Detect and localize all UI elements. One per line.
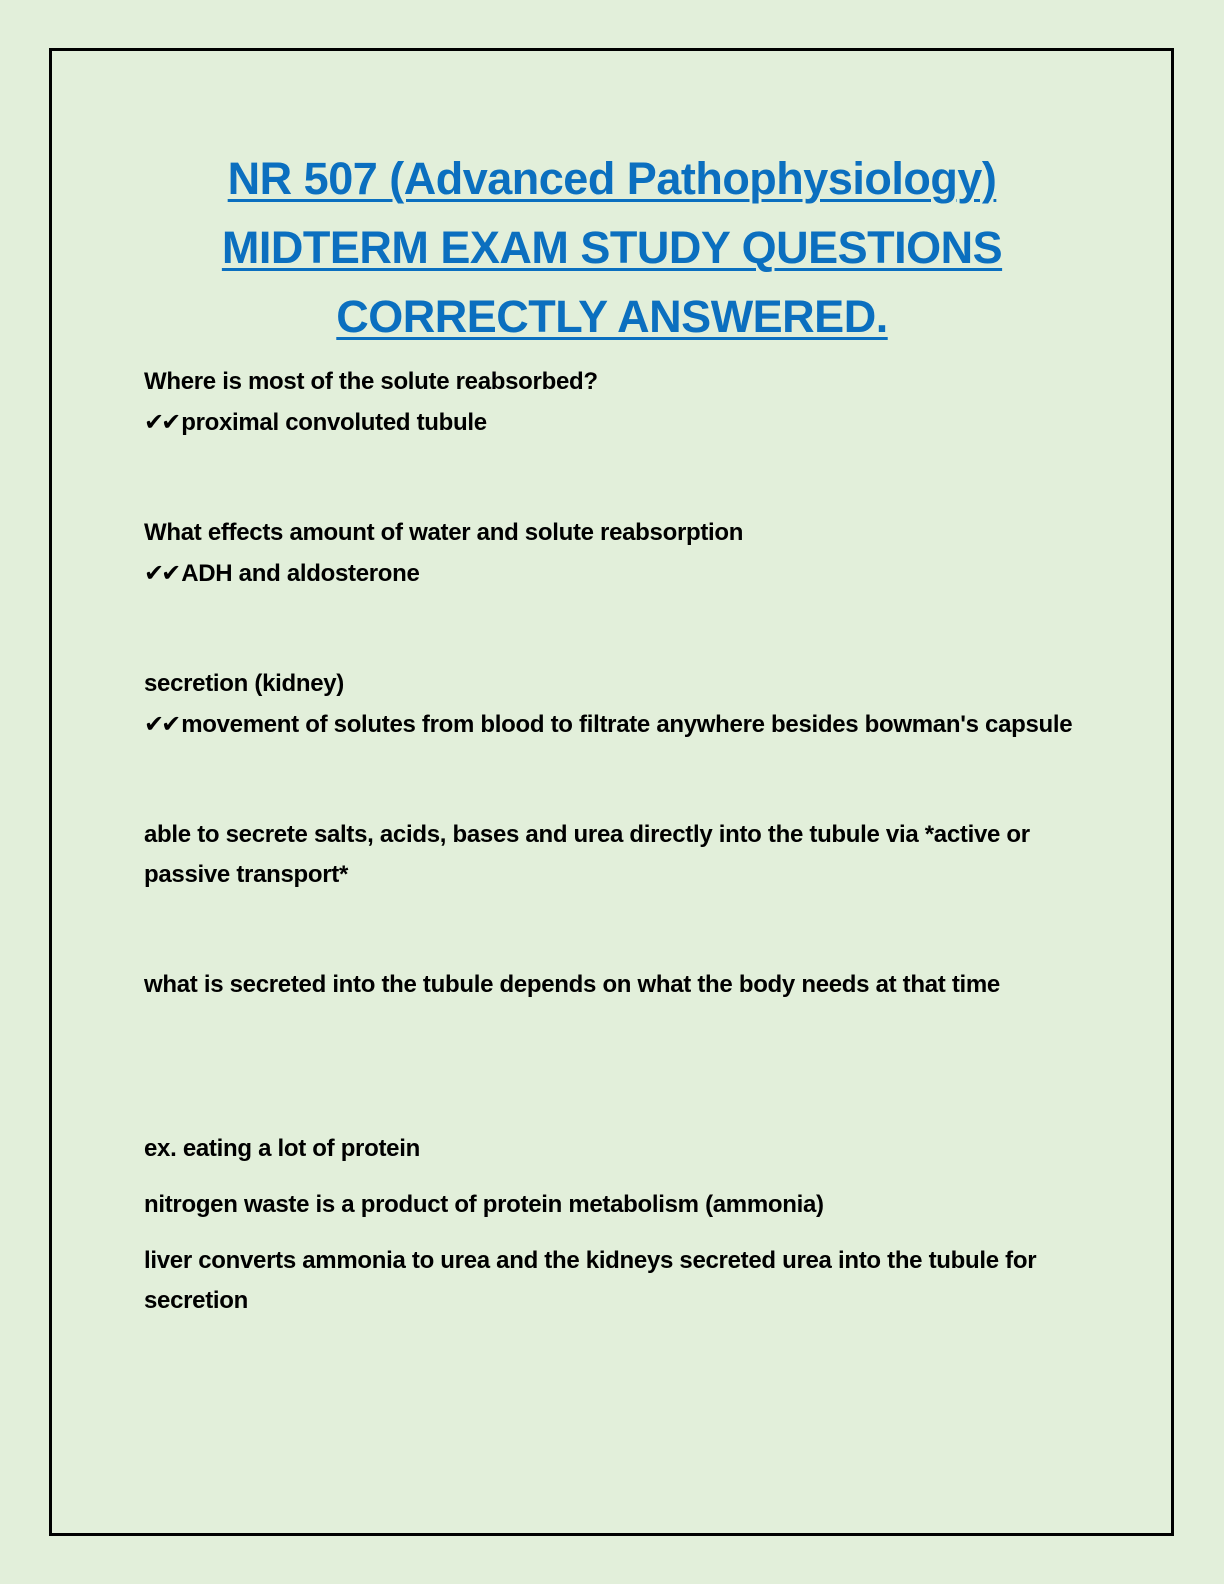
qa-item — [144, 664, 1084, 745]
answer-line — [144, 553, 1084, 594]
title-line-3: CORRECTLY ANSWERED. — [336, 291, 888, 342]
question-text: Where is most of the solute reabsorbed? — [144, 368, 598, 395]
double-check-icon: ✔✔ — [144, 559, 179, 587]
note-paragraph: what is secreted into the tubule depends on what the body needs at that time — [144, 971, 1000, 998]
qa-item — [144, 362, 1084, 443]
document-body — [144, 362, 1084, 1321]
note-paragraph: ex. eating a lot of protein — [144, 1135, 420, 1162]
title-line-1: NR 507 (Advanced Pathophysiology) — [227, 153, 997, 204]
double-check-icon: ✔✔ — [144, 710, 179, 738]
question-text: secretion (kidney) — [144, 670, 344, 697]
answer-text: proximal convoluted tubule — [181, 409, 487, 436]
title-line-2: MIDTERM EXAM STUDY QUESTIONS — [221, 222, 1003, 273]
document-title — [140, 144, 1084, 351]
note-paragraph: liver converts ammonia to urea and the kidneys secreted urea into the tubule for secretion — [144, 1247, 1037, 1314]
answer-line — [144, 402, 1084, 443]
answer-line — [144, 704, 1084, 745]
answer-text: ADH and aldosterone — [181, 560, 420, 587]
answer-text: movement of solutes from blood to filtrate anywhere besides bowman's capsule — [181, 711, 1073, 738]
question-text: What effects amount of water and solute reabsorption — [144, 519, 744, 546]
note-paragraph: nitrogen waste is a product of protein metabolism (ammonia) — [144, 1191, 824, 1218]
double-check-icon: ✔✔ — [144, 408, 179, 436]
note-paragraph: able to secrete salts, acids, bases and urea directly into the tubule via *active or passive transport* — [144, 821, 1030, 888]
qa-item — [144, 513, 1084, 594]
